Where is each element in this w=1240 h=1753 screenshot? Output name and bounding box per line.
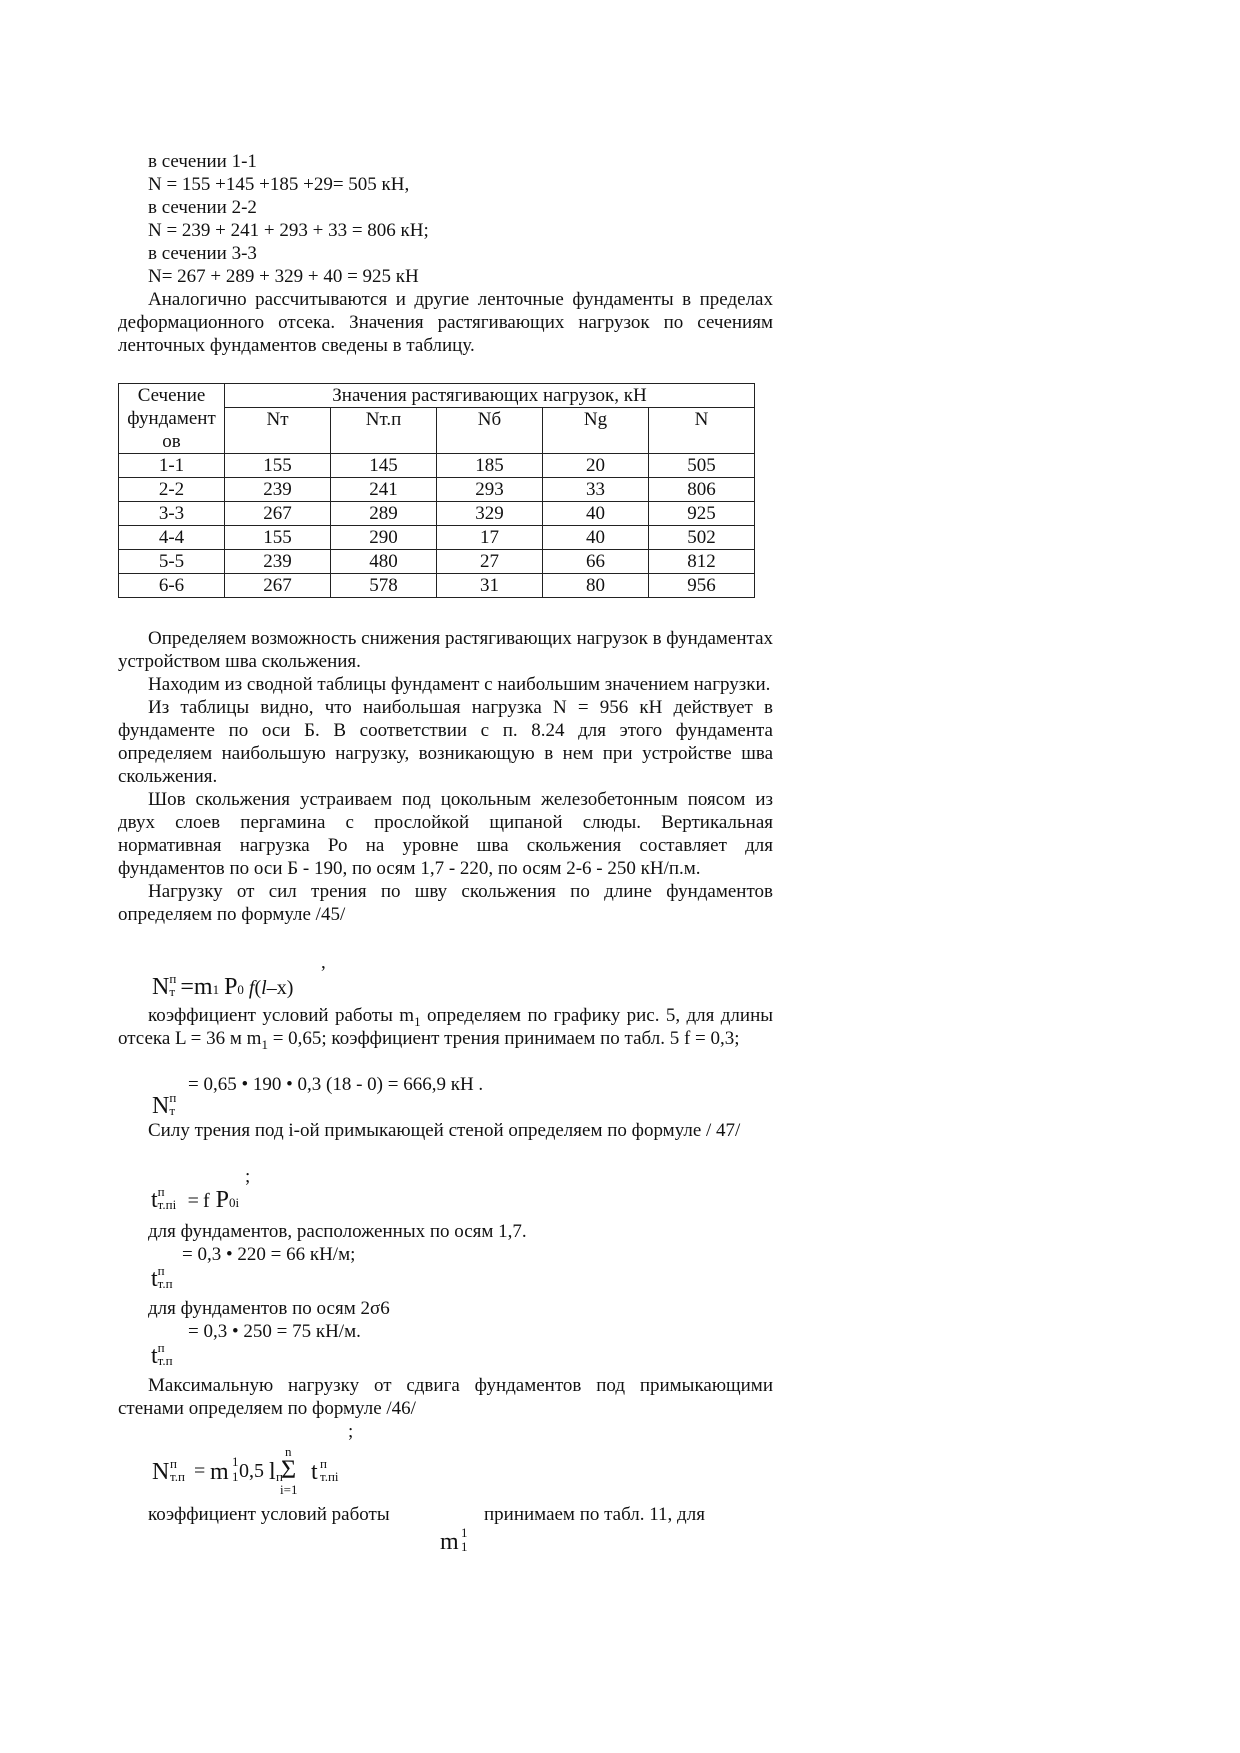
table-cell: 239	[225, 550, 331, 574]
formula-45: N п т =m1 P0 f(l–x)	[152, 971, 294, 1000]
text-line: для фундаментов, расположенных по осям 1,7.	[148, 1221, 527, 1242]
table-cell: 2-2	[119, 478, 225, 502]
table-cell: 4-4	[119, 526, 225, 550]
table-row	[119, 478, 755, 502]
table-cell: 505	[649, 454, 755, 478]
table-cell: 293	[437, 478, 543, 502]
formula-semicolon: ;	[348, 1421, 354, 1442]
table-cell: 20	[543, 454, 649, 478]
paragraph-text: Максимальную нагрузку от сдвига фундаментов под примыкающими стенами определяем по формуле /46/	[118, 1375, 773, 1419]
formula-semicolon: ;	[245, 1166, 251, 1187]
table-cell: 267	[225, 574, 331, 598]
table-cell: 40	[543, 526, 649, 550]
paragraph-text: Из таблицы видно, что наибольшая нагрузка N = 956 кН действует в фундаменте по оси Б. В соответствии с п. 8.24 для этого фундамента определяем наибольшую нагрузку, возникающую в нем при устройстве шва скольжения.	[118, 697, 773, 787]
table-group-header: Значения растягивающих нагрузок, кН	[225, 384, 755, 408]
table-row	[119, 526, 755, 550]
table-cell: 155	[225, 526, 331, 550]
formula-Ntn: N п т	[152, 1090, 177, 1119]
table-col-header: N	[649, 408, 755, 454]
table-row	[119, 454, 755, 478]
table-cell: 267	[225, 502, 331, 526]
table-cell: 956	[649, 574, 755, 598]
formula-tnp: t п т.п	[151, 1263, 173, 1292]
paragraph	[118, 1004, 773, 1050]
table-cell: 239	[225, 478, 331, 502]
text-line: для фундаментов по осям 2σ6	[148, 1298, 390, 1319]
table-row	[119, 550, 755, 574]
table-cell: 40	[543, 502, 649, 526]
table-col-header: Nт	[225, 408, 331, 454]
table-cell: 329	[437, 502, 543, 526]
paragraph-text: коэффициент условий работы $m_1$ определяем по графику рис. 5, для длины отсека L = 36 м $m_1 = 0,65$; коэффициент трения принимаем по табл. 5 f = 0,3;	[118, 1005, 773, 1052]
table-row	[119, 502, 755, 526]
paragraph-text: Шов скольжения устраиваем под цокольным железобетонным поясом из двух слоев пергамина с прослойкой щипаной слюды. Вертикальная нормативная нагрузка Ро на уровне шва скольжения составляет для фундаментов по оси Б - 190, по осям 1,7 - 220, по осям 2-6 - 250 кН/п.м.	[118, 789, 773, 879]
table-cell: 812	[649, 550, 755, 574]
paragraph-text: Определяем возможность снижения растягивающих нагрузок в фундаментах устройством шва скольжения.	[118, 628, 774, 672]
paragraph	[118, 288, 773, 357]
formula-comma: ,	[321, 952, 326, 973]
text-line: в сечении 3-3	[148, 243, 257, 264]
table-cell: 66	[543, 550, 649, 574]
table-row	[119, 574, 755, 598]
table-cell: 145	[331, 454, 437, 478]
paragraph	[118, 1119, 773, 1142]
table-cell: 502	[649, 526, 755, 550]
text-line: в сечении 1-1	[148, 151, 257, 172]
table-cell: 17	[437, 526, 543, 550]
table-cell: 31	[437, 574, 543, 598]
paragraph-text: Находим из сводной таблицы фундамент с наибольшим значением нагрузки.	[148, 674, 771, 695]
paragraph	[118, 627, 773, 926]
text-line: N = 239 + 241 + 293 + 33 = 806 кН;	[148, 220, 429, 241]
table-cell: 806	[649, 478, 755, 502]
table-cell: 241	[331, 478, 437, 502]
formula-m11: m 1 1	[440, 1525, 468, 1555]
paragraph-text: Силу трения под i-ой примыкающей стеной определяем по формуле / 47/	[148, 1120, 741, 1141]
formula-47: t п т.пi = f P0i	[151, 1184, 240, 1213]
text-line: N = 155 +145 +185 +29= 505 кН,	[148, 174, 410, 195]
formula-tnp: t п т.п	[151, 1340, 173, 1369]
text-line: принимаем по табл. 11, для	[484, 1504, 705, 1525]
calc-line: = 0,3 • 250 = 75 кН/м.	[188, 1321, 361, 1342]
table-cell: 6-6	[119, 574, 225, 598]
text-line: в сечении 2-2	[148, 197, 257, 218]
text-line: N= 267 + 289 + 329 + 40 = 925 кН	[148, 266, 419, 287]
loads-table	[118, 383, 755, 598]
table-col-header: Nт.п	[331, 408, 437, 454]
table-cell: 578	[331, 574, 437, 598]
paragraph	[118, 1374, 773, 1420]
calc-line: = 0,3 • 220 = 66 кН/м;	[182, 1244, 356, 1265]
table-cell: 1-1	[119, 454, 225, 478]
table-cell: 925	[649, 502, 755, 526]
table-cell: 185	[437, 454, 543, 478]
table-cell: 80	[543, 574, 649, 598]
table-col-header: Ng	[543, 408, 649, 454]
table-cell: 289	[331, 502, 437, 526]
table-cell: 480	[331, 550, 437, 574]
calc-line: = 0,65 • 190 • 0,3 (18 - 0) = 666,9 кН .	[188, 1074, 484, 1095]
table-cell: 155	[225, 454, 331, 478]
table-cell: 33	[543, 478, 649, 502]
table-cell: 5-5	[119, 550, 225, 574]
table-cell: 3-3	[119, 502, 225, 526]
text-line: коэффициент условий работы	[148, 1504, 390, 1525]
paragraph-text: Аналогично рассчитываются и другие ленточные фундаменты в пределах деформационного отсека. Значения растягивающих нагрузок по сечениям ленточных фундаментов сведены в таблицу.	[118, 289, 773, 356]
table-header-section: Сечение фундамент ов	[119, 384, 225, 454]
table-cell: 27	[437, 550, 543, 574]
table-cell: 290	[331, 526, 437, 550]
table-col-header: Nб	[437, 408, 543, 454]
paragraph-text: Нагрузку от сил трения по шву скольжения по длине фундаментов определяем по формуле /45/	[118, 881, 773, 925]
